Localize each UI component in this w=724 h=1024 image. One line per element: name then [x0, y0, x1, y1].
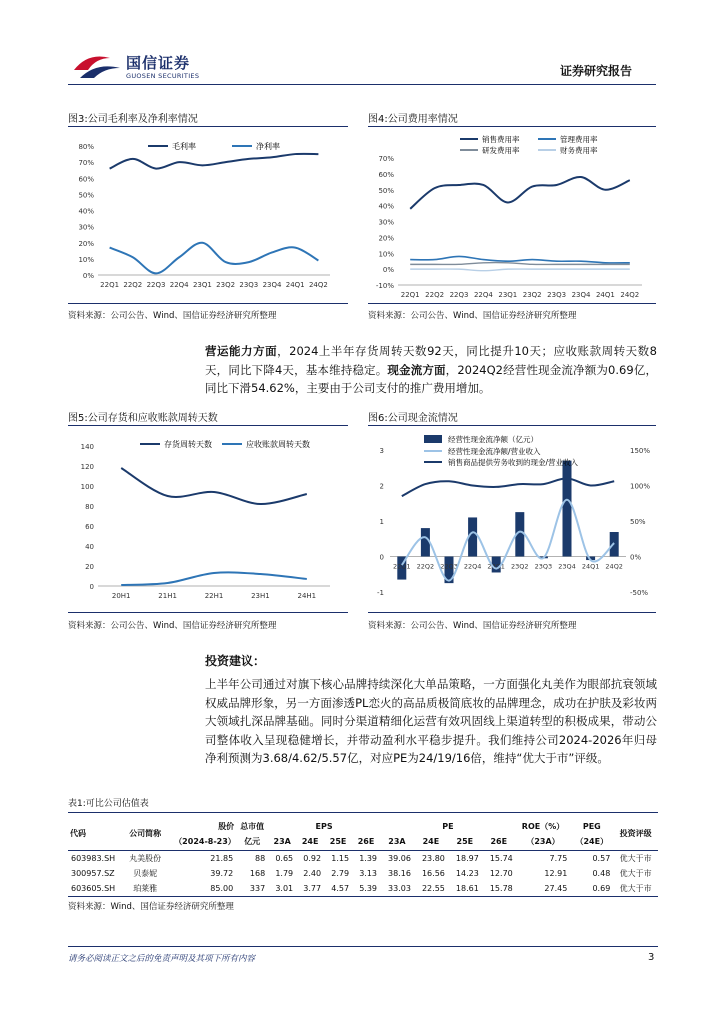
fig6-rule [368, 425, 656, 426]
cell-name: 丸美股份 [129, 853, 162, 863]
fig5-xtick-label: 21H1 [158, 592, 177, 600]
cell-price: 21.85 [210, 853, 234, 863]
cell-pe: 33.03 [388, 883, 411, 893]
report-type: 证券研究报告 [560, 64, 633, 78]
fig4-xtick-label: 24Q2 [620, 291, 640, 299]
fig3-xtick-label: 23Q3 [239, 281, 259, 289]
fig5-legend-inventory: 存货周转天数 [164, 440, 212, 449]
fig3-ytick-label: 0% [82, 272, 94, 280]
fig3-ytick-label: 70% [78, 159, 94, 168]
table-top-rule [68, 812, 658, 813]
cell-pe: 15.78 [489, 883, 513, 893]
fig4-ytick-label: 30% [378, 218, 394, 227]
fig6-source: 资料来源：公司公告、Wind、国信证券经济研究所整理 [368, 621, 577, 631]
ops-bold-2: 现金流方面 [387, 362, 446, 377]
fig4-finance-expense-line [410, 269, 630, 271]
th-mcap: 总市值 [240, 821, 265, 831]
cell-roe: 27.45 [544, 883, 568, 893]
fig5-receivable-days-line [121, 572, 307, 585]
fig4-xtick-label: 22Q2 [425, 291, 445, 299]
fig4-legend-admin: 管理费用率 [560, 135, 598, 144]
fig3-ytick-label: 30% [78, 223, 94, 232]
fig3-ytick-label: 80% [78, 143, 94, 151]
fig3-gross-margin-line [110, 154, 319, 169]
ops-bold-1: 营运能力方面 [205, 344, 278, 358]
cell-code: 300957.SZ [71, 868, 115, 878]
fig6-xtick-label: 23Q3 [534, 562, 553, 571]
th-year-3: 26E [357, 837, 375, 847]
cell-eps: 3.13 [359, 868, 377, 878]
fig3-chart [68, 130, 348, 300]
th-rating: 投资评级 [619, 829, 652, 839]
fig5-ytick-label: 0 [89, 583, 94, 591]
fig4-ytick-label: -10% [375, 282, 394, 290]
cell-eps: 3.01 [275, 883, 294, 893]
cell-rating: 优大于市 [619, 883, 652, 893]
fig6-bottom-rule [368, 612, 656, 613]
cell-code: 603605.SH [71, 883, 116, 893]
fig5-ytick-label: 80 [85, 503, 94, 511]
fig6-ytick-right-label: 50% [630, 518, 646, 526]
logo-en-text: GUOSEN SECURITIES [126, 72, 200, 80]
th-year-7: 26E [490, 837, 508, 847]
fig3-xtick-label: 22Q2 [123, 281, 143, 289]
fig6-xtick-label: 22Q2 [416, 562, 435, 571]
fig4-title: 图4:公司费用率情况 [368, 114, 458, 125]
th-year-4: 23A [388, 837, 406, 847]
fig4-bottom-rule [368, 303, 656, 304]
cell-eps: 4.57 [331, 883, 350, 893]
fig3-xtick-label: 24Q1 [285, 281, 305, 289]
fig6-cash-received-ratio-line [402, 478, 614, 496]
fig6-legend-bar: 经营性现金流净额（亿元） [448, 435, 538, 444]
th-price: 股价 [218, 821, 235, 831]
th-year-5: 24E [422, 837, 440, 847]
fig5-ytick-label: 100 [80, 483, 94, 491]
cell-eps: 0.92 [303, 853, 322, 863]
guosen-logo-icon [70, 48, 126, 84]
fig4-ytick-label: 70% [378, 155, 394, 163]
cell-pe: 23.80 [421, 853, 445, 863]
th-year-9: （24E） [575, 837, 609, 847]
cell-eps: 2.40 [303, 868, 322, 878]
fig5-legend-receivable: 应收账款周转天数 [246, 440, 310, 449]
fig6-legend-cash: 销售商品提供劳务收到的现金/营业收入 [448, 458, 579, 467]
fig4-xtick-label: 23Q1 [498, 291, 518, 299]
table-row [68, 850, 658, 866]
cell-pe: 16.56 [421, 868, 445, 878]
valuation-table [68, 818, 658, 897]
cell-eps: 1.15 [331, 853, 350, 863]
cell-price: 85.00 [210, 883, 234, 893]
fig5-rule [68, 425, 348, 426]
fig5-inventory-days-line [121, 468, 307, 504]
fig4-ytick-label: 0% [382, 266, 394, 275]
fig6-xtick-label: 23Q2 [511, 562, 529, 571]
th-code: 代码 [70, 829, 86, 839]
fig5-bottom-rule [68, 612, 348, 613]
fig3-rule [68, 126, 348, 127]
th-name: 公司简称 [129, 829, 162, 839]
th-eps: EPS [315, 821, 333, 831]
fig5-title: 图5:公司存货和应收账款周转天数 [68, 413, 218, 424]
th-date: （2024-8-23） [174, 837, 236, 847]
fig6-ytick-left-label: -1 [377, 589, 384, 597]
fig3-xtick-label: 23Q2 [216, 281, 236, 289]
fig3-xtick-label: 23Q4 [262, 281, 282, 289]
fig3-ytick-label: 60% [78, 175, 94, 184]
th-year-6: 25E [456, 837, 474, 847]
fig6-ytick-left-label: 2 [379, 482, 384, 491]
fig4-chart [368, 130, 656, 300]
fig4-xtick-label: 23Q3 [547, 291, 567, 299]
fig4-ytick-label: 60% [378, 170, 394, 179]
fig6-title: 图6:公司现金流情况 [368, 413, 458, 424]
th-year-8: （23A） [526, 837, 560, 847]
fig4-admin-expense-line [410, 256, 630, 262]
page-number: 3 [648, 952, 655, 963]
footer-rule [68, 946, 658, 947]
footer-disclaimer: 请务必阅读正文之后的免责声明及其项下所有内容 [68, 954, 256, 964]
header-rule [68, 84, 656, 85]
cell-roe: 7.75 [549, 853, 568, 863]
fig4-ytick-label: 50% [378, 186, 394, 195]
fig3-ytick-label: 20% [78, 239, 94, 248]
th-peg: PEG [582, 821, 601, 831]
th-year-0: 23A [273, 837, 291, 847]
fig6-ytick-left-label: 3 [379, 447, 384, 455]
fig3-xtick-label: 23Q1 [192, 281, 212, 289]
table-source: 资料来源：Wind、国信证券经济研究所整理 [68, 902, 234, 912]
fig4-ytick-label: 10% [378, 250, 394, 259]
fig4-source: 资料来源：公司公告、Wind、国信证券经济研究所整理 [368, 311, 577, 321]
fig4-legend-sales: 销售费用率 [482, 135, 520, 144]
fig3-xtick-label: 22Q1 [100, 281, 120, 289]
fig3-bottom-rule [68, 303, 348, 304]
cell-eps: 0.65 [275, 853, 294, 863]
fig5-xtick-label: 23H1 [251, 592, 270, 600]
cell-pe: 18.97 [455, 853, 479, 863]
cell-rating: 优大于市 [619, 853, 652, 863]
th-year-2: 25E [329, 837, 347, 847]
table-row [68, 881, 658, 897]
ops-text-2: ，2024Q2经营性现金流净额为0.69亿，同比下滑54.62%，主要由于公司支付的推广费用增加。 [205, 362, 657, 395]
ops-paragraph [205, 342, 657, 398]
cell-mcap: 88 [255, 853, 266, 863]
cell-peg: 0.69 [592, 883, 611, 893]
fig5-xtick-label: 24H1 [297, 592, 317, 600]
fig3-xtick-label: 22Q3 [146, 281, 166, 289]
fig6-legend-bar-swatch [424, 435, 442, 443]
fig5-ytick-label: 140 [80, 443, 94, 451]
fig6-chart [368, 430, 656, 608]
cell-pe: 14.23 [455, 868, 479, 878]
table-title: 表1:可比公司估值表 [68, 799, 149, 809]
cell-code: 603983.SH [71, 853, 116, 863]
fig5-xtick-label: 22H1 [204, 592, 224, 600]
fig4-legend-finance: 财务费用率 [560, 146, 598, 155]
ops-text-1: ，2024上半年存货周转天数92天，同比提升10天；应收账款周转天数8天，同比下降4天，基本维持稳定。 [205, 344, 657, 377]
cell-roe: 12.91 [544, 868, 568, 878]
fig5-ytick-label: 20 [85, 563, 94, 571]
fig6-ytick-right-label: 100% [630, 482, 651, 491]
cell-eps: 1.79 [275, 868, 294, 878]
cell-pe: 22.55 [421, 883, 445, 893]
cell-eps: 5.39 [359, 883, 377, 893]
fig6-xtick-label: 23Q4 [558, 562, 576, 571]
cell-pe: 15.74 [489, 853, 513, 863]
fig4-xtick-label: 24Q1 [595, 291, 615, 299]
th-year-1: 24E [301, 837, 319, 847]
fig6-xtick-label: 24Q1 [581, 562, 600, 571]
cell-mcap: 337 [249, 883, 266, 893]
fig4-xtick-label: 23Q4 [571, 291, 591, 299]
cell-eps: 1.39 [359, 853, 377, 863]
table-row [68, 866, 658, 881]
fig3-legend-gross: 毛利率 [172, 142, 196, 151]
cell-eps: 3.77 [303, 883, 322, 893]
fig6-legend-ratio: 经营性现金流净额/营业收入 [448, 447, 541, 456]
fig6-xtick-label: 22Q1 [393, 562, 411, 571]
fig3-title: 图3:公司毛利率及净利率情况 [68, 114, 198, 125]
logo-cn-text: 国信证券 [126, 54, 191, 72]
fig4-sales-expense-line [410, 177, 630, 209]
cell-name: 贝泰妮 [133, 868, 158, 878]
invest-heading: 投资建议： [205, 654, 266, 668]
fig4-xtick-label: 22Q4 [473, 291, 493, 299]
fig3-ytick-label: 40% [78, 207, 94, 216]
cell-pe: 12.70 [489, 868, 513, 878]
fig4-xtick-label: 23Q2 [522, 291, 542, 299]
fig3-net-margin-line [110, 243, 319, 274]
fig4-ytick-label: 20% [378, 234, 394, 243]
fig6-ytick-right-label: 0% [630, 553, 642, 562]
cell-eps: 2.79 [331, 868, 350, 878]
fig3-ytick-label: 50% [78, 191, 94, 200]
fig5-chart [68, 430, 348, 608]
cell-pe: 38.16 [388, 868, 411, 878]
fig3-ytick-label: 10% [78, 255, 94, 264]
fig3-legend-net: 净利率 [256, 142, 280, 151]
fig6-xtick-label: 23Q1 [487, 562, 505, 571]
fig6-ytick-left-label: 1 [379, 518, 384, 526]
fig6-xtick-label: 22Q4 [463, 562, 482, 571]
cell-peg: 0.48 [592, 868, 611, 878]
fig6-ytick-left-label: 0 [379, 553, 384, 562]
fig5-ytick-label: 40 [85, 543, 94, 551]
fig6-ytick-right-label: 150% [630, 447, 651, 455]
fig5-xtick-label: 20H1 [111, 592, 131, 600]
fig5-source: 资料来源：公司公告、Wind、国信证券经济研究所整理 [68, 621, 277, 631]
fig5-ytick-label: 120 [80, 463, 94, 471]
fig3-xtick-label: 24Q2 [308, 281, 328, 289]
fig4-xtick-label: 22Q1 [400, 291, 420, 299]
fig6-xtick-label: 22Q3 [440, 562, 458, 571]
th-mcap-unit: 亿元 [244, 837, 261, 847]
fig5-ytick-label: 60 [85, 523, 94, 531]
th-pe: PE [442, 821, 454, 831]
cell-peg: 0.57 [592, 853, 611, 863]
fig3-source: 资料来源：公司公告、Wind、国信证券经济研究所整理 [68, 311, 277, 321]
cell-name: 珀莱雅 [133, 883, 158, 893]
cell-mcap: 168 [249, 868, 266, 878]
fig3-xtick-label: 22Q4 [169, 281, 189, 289]
invest-paragraph: 上半年公司通过对旗下核心品牌持续深化大单品策略，一方面强化丸美作为眼部抗衰领域权威品牌形象，另一方面渗透PL恋火的高品质极简底妆的品牌理念，成功在护肤及彩妆两大领域扎深品牌基础。同时分渠道精细化运营有效巩固线上渠道转型的积极成果，带动公司整体收入呈现稳健增长，并带动盈利水平稳步提升。我们维持公司2024-2026年归母净利预测为3.68/4.62/5.57亿，对应PE为24/19/16倍，维持“优大于市”评级。 [205, 677, 657, 765]
cell-pe: 18.61 [455, 883, 479, 893]
cell-rating: 优大于市 [619, 868, 652, 878]
fig4-rule [368, 126, 656, 127]
fig4-ytick-label: 40% [378, 202, 394, 211]
cell-pe: 39.06 [388, 853, 411, 863]
fig6-ytick-right-label: -50% [630, 589, 649, 597]
fig6-bar [563, 461, 572, 557]
fig4-legend-rd: 研发费用率 [482, 146, 520, 155]
cell-price: 39.72 [210, 868, 234, 878]
fig6-xtick-label: 24Q2 [605, 562, 623, 571]
th-roe: ROE（%） [521, 821, 565, 831]
fig4-xtick-label: 22Q3 [449, 291, 469, 299]
